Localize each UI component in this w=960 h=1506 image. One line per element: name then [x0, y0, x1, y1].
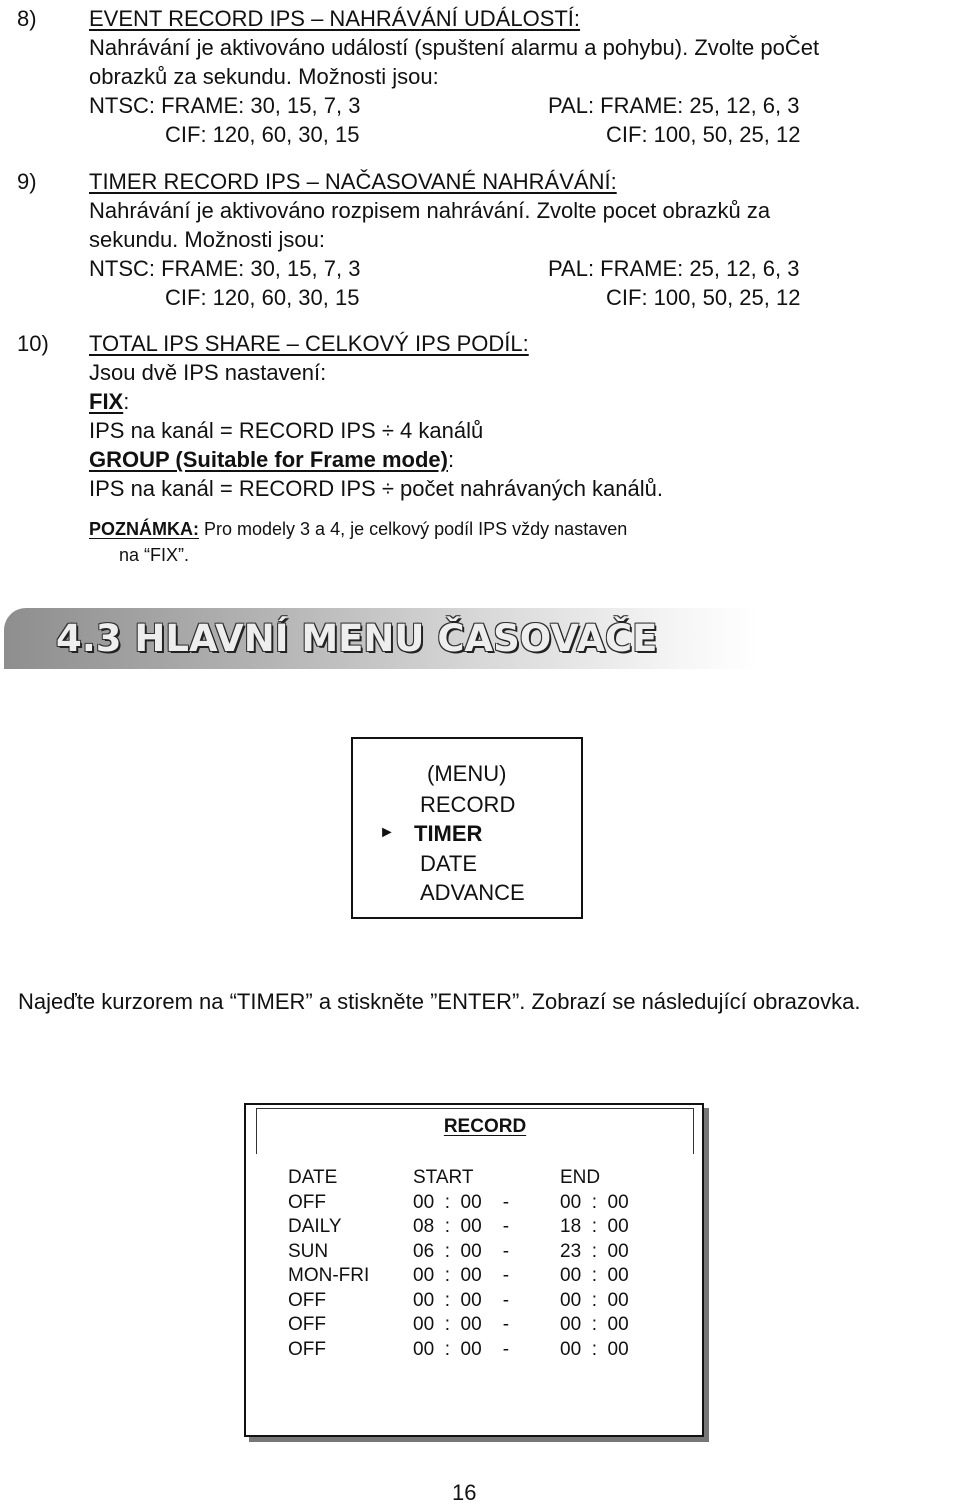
record-row-3-start[interactable]: 06 : 00 - [413, 1241, 510, 1262]
section-8-pal-frame: PAL: FRAME: 25, 12, 6, 3 [548, 93, 800, 118]
section-8-ntsc-cif: CIF: 120, 60, 30, 15 [165, 122, 360, 147]
group-label: GROUP (Suitable for Frame mode) [89, 447, 448, 472]
record-row-5-start[interactable]: 00 : 00 - [413, 1290, 510, 1311]
section-10-number: 10) [17, 331, 49, 356]
menu-item-timer[interactable]: TIMER [414, 821, 483, 846]
record-screen-title: RECORD [443, 1116, 527, 1137]
record-row-2-date[interactable]: DAILY [288, 1216, 342, 1237]
record-row-4-start[interactable]: 00 : 00 - [413, 1265, 510, 1286]
record-row-7-date[interactable]: OFF [288, 1339, 326, 1360]
note-text-line-2: na “FIX”. [119, 545, 190, 565]
record-row-3-end[interactable]: 23 : 00 [560, 1241, 629, 1262]
fix-label: FIX [89, 389, 124, 414]
record-row-4-date[interactable]: MON-FRI [288, 1265, 370, 1286]
fix-line [89, 387, 129, 416]
record-row-5-date[interactable]: OFF [288, 1290, 326, 1311]
record-row-1-date[interactable]: OFF [288, 1192, 326, 1213]
section-8-heading: EVENT RECORD IPS – NAHRÁVÁNÍ UDÁLOSTÍ: [89, 6, 581, 31]
record-row-6-start[interactable]: 00 : 00 - [413, 1314, 510, 1335]
menu-title: (MENU) [427, 761, 507, 786]
record-header-date: DATE [288, 1167, 338, 1188]
fix-formula: IPS na kanál = RECORD IPS ÷ 4 kanálů [89, 418, 484, 443]
page-number: 16 [452, 1480, 477, 1505]
record-row-4-end[interactable]: 00 : 00 [560, 1265, 629, 1286]
fix-colon: : [123, 389, 130, 414]
section-10-text-line-1: Jsou dvě IPS nastavení: [89, 360, 327, 385]
record-row-5-end[interactable]: 00 : 00 [560, 1290, 629, 1311]
section-9-ntsc-cif: CIF: 120, 60, 30, 15 [165, 285, 360, 310]
record-row-3-date[interactable]: SUN [288, 1241, 329, 1262]
instruction-text: Najeďte kurzorem na “TIMER” a stiskněte ”ENTER”. Zobrazí se následující obrazovka. [18, 989, 861, 1014]
section-8-number: 8) [17, 6, 37, 31]
section-8-pal-cif: CIF: 100, 50, 25, 12 [606, 122, 801, 147]
section-9-pal-cif: CIF: 100, 50, 25, 12 [606, 285, 801, 310]
section-9-number: 9) [17, 169, 37, 194]
section-8-text-line-1: Nahrávání je aktivováno událostí (spuštení alarmu a pohybu). Zvolte poČet [89, 35, 820, 60]
menu-item-date[interactable]: DATE [420, 851, 478, 876]
record-row-6-date[interactable]: OFF [288, 1314, 326, 1335]
record-row-2-end[interactable]: 18 : 00 [560, 1216, 629, 1237]
record-row-2-start[interactable]: 08 : 00 - [413, 1216, 510, 1237]
section-banner-title: 4.3 HLAVNÍ MENU ČASOVAČE [56, 617, 658, 660]
group-formula: IPS na kanál = RECORD IPS ÷ počet nahrávaných kanálů. [89, 476, 663, 501]
record-row-1-end[interactable]: 00 : 00 [560, 1192, 629, 1213]
record-row-7-end[interactable]: 00 : 00 [560, 1339, 629, 1360]
record-row-6-end[interactable]: 00 : 00 [560, 1314, 629, 1335]
section-9-text-line-1: Nahrávání je aktivováno rozpisem nahrávání. Zvolte pocet obrazků za [89, 198, 771, 223]
note-line [89, 516, 627, 542]
record-header-end: END [560, 1167, 601, 1188]
group-colon: : [447, 447, 455, 472]
section-9-ntsc-frame: NTSC: FRAME: 30, 15, 7, 3 [89, 256, 361, 281]
section-9-text-line-2: sekundu. Možnosti jsou: [89, 227, 326, 252]
section-8-ntsc-frame: NTSC: FRAME: 30, 15, 7, 3 [89, 93, 361, 118]
section-9-pal-frame: PAL: FRAME: 25, 12, 6, 3 [548, 256, 800, 281]
section-10-heading: TOTAL IPS SHARE – CELKOVÝ IPS PODÍL: [89, 331, 529, 356]
note-label: POZNÁMKA: [89, 519, 199, 539]
cursor-arrow-icon: ► [379, 824, 395, 841]
note-text: Pro modely 3 a 4, je celkový podíl IPS vždy nastaven [199, 519, 628, 539]
menu-item-record[interactable]: RECORD [420, 792, 516, 817]
section-8-text-line-2: obrazků za sekundu. Možnosti jsou: [89, 64, 439, 89]
record-header-start: START [413, 1167, 474, 1188]
record-row-1-start[interactable]: 00 : 00 - [413, 1192, 510, 1213]
group-line [89, 445, 454, 474]
record-row-7-start[interactable]: 00 : 00 - [413, 1339, 510, 1360]
menu-item-advance[interactable]: ADVANCE [420, 880, 525, 905]
section-9-heading: TIMER RECORD IPS – NAČASOVANÉ NAHRÁVÁNÍ: [89, 169, 617, 194]
